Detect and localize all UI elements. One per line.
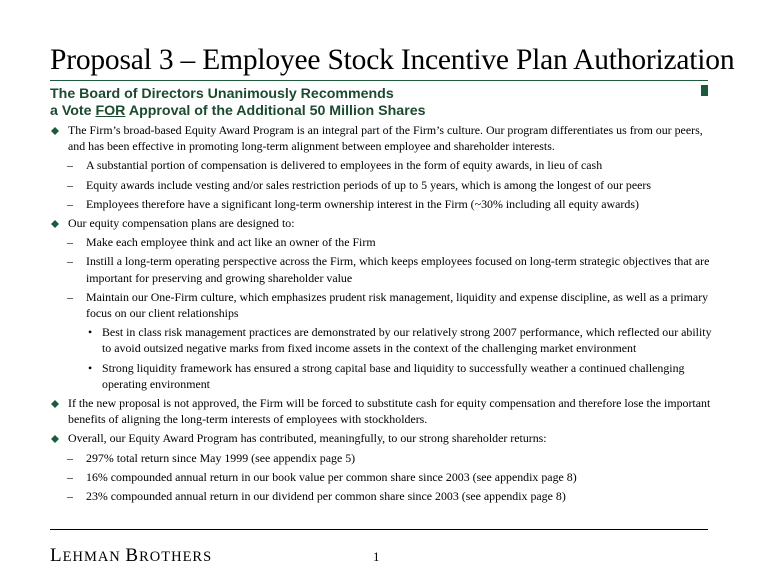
- recommendation-prefix: a Vote: [50, 103, 96, 119]
- corner-accent-block: [701, 85, 708, 96]
- recommendation-suffix: Approval of the Additional 50 Million Shares: [125, 103, 426, 119]
- diamond-icon: [51, 435, 59, 443]
- dash-marker: –: [67, 235, 73, 250]
- page-number: 1: [373, 549, 380, 564]
- bullet-text: 23% compounded annual return in our dividend per common share since 2003 (see appendix page 8): [86, 489, 566, 504]
- bullet-text: 16% compounded annual return in our book value per common share since 2003 (see appendix page 8): [86, 469, 577, 484]
- dash-marker: –: [67, 177, 73, 192]
- footer-divider: [50, 529, 708, 530]
- bullet-item-level2: [50, 469, 720, 485]
- bullet-item-level2: [50, 289, 720, 321]
- bullet-text: Best in class risk management practices are demonstrated by our relatively strong 2007 performance, which reflected our ability to avoid outsized negative marks from fixed income assets in the context of the challenging market environment: [102, 325, 712, 356]
- bullet-text: The Firm’s broad-based Equity Award Program is an integral part of the Firm’s culture. Our program differentiates us from our peers, and has been effective in promoting long-term alignment between employee and shareholder interests.: [68, 123, 703, 154]
- bullet-text: Employees therefore have a significant long-term ownership interest in the Firm (~30% including all equity awards): [86, 196, 639, 211]
- dash-marker: –: [67, 289, 73, 304]
- bullet-item-level1: [50, 122, 720, 154]
- board-recommendation-heading: [50, 86, 426, 120]
- bullet-text: Make each employee think and act like an owner of the Firm: [86, 235, 376, 250]
- bullet-item-level3: [50, 324, 720, 356]
- dash-marker: –: [67, 450, 73, 465]
- lehman-brothers-logo: LEHMAN BROTHERS: [50, 545, 213, 566]
- bullet-list: [50, 122, 720, 507]
- diamond-icon: [51, 220, 59, 228]
- bullet-item-level2: [50, 253, 720, 285]
- bullet-text: If the new proposal is not approved, the Firm will be forced to substitute cash for equity compensation and therefore lose the important benefits of aligning the long-term interests of employees with stockholders.: [68, 396, 711, 427]
- recommendation-line-1: The Board of Directors Unanimously Recommends: [50, 86, 394, 102]
- bullet-text: Maintain our One-Firm culture, which emphasizes prudent risk management, liquidity and expense discipline, as well as a primary focus on our client relationships: [86, 289, 709, 321]
- recommendation-line-2: [50, 103, 426, 120]
- bullet-item-level2: [50, 234, 720, 250]
- slide-title: Proposal 3 – Employee Stock Incentive Plan Authorization: [50, 44, 735, 76]
- dash-marker: –: [67, 196, 73, 211]
- dash-marker: –: [67, 469, 73, 484]
- bullet-item-level3: [50, 360, 720, 392]
- dot-marker: •: [88, 325, 93, 340]
- bullet-item-level2: [50, 157, 720, 173]
- bullet-text: Overall, our Equity Award Program has contributed, meaningfully, to our strong shareholder returns:: [68, 431, 547, 446]
- dash-marker: –: [67, 489, 73, 504]
- bullet-item-level2: [50, 488, 720, 504]
- diamond-icon: [51, 400, 59, 408]
- title-divider: [50, 80, 708, 81]
- bullet-item-level1: [50, 215, 720, 231]
- bullet-text: Instill a long-term operating perspective across the Firm, which keeps employees focused on long-term strategic objectives that are important for preserving and growing shareholder value: [86, 254, 710, 285]
- bullet-text: Our equity compensation plans are designed to:: [68, 216, 295, 231]
- bullet-item-level1: [50, 430, 720, 446]
- bullet-text: Strong liquidity framework has ensured a strong capital base and liquidity to successfully weather a continued challenging operating environment: [102, 360, 685, 391]
- diamond-icon: [51, 127, 59, 135]
- bullet-text: A substantial portion of compensation is delivered to employees in the form of equity awards, in lieu of cash: [86, 158, 603, 173]
- vote-for-emphasis: FOR: [95, 103, 126, 119]
- bullet-text: Equity awards include vesting and/or sales restriction periods of up to 5 years, which is among the longest of our peers: [86, 177, 652, 192]
- bullet-item-level2: [50, 177, 720, 193]
- bullet-item-level2: [50, 450, 720, 466]
- bullet-text: 297% total return since May 1999 (see appendix page 5): [86, 450, 356, 465]
- dash-marker: –: [67, 254, 73, 269]
- bullet-item-level1: [50, 395, 720, 427]
- bullet-item-level2: [50, 196, 720, 212]
- dash-marker: –: [67, 158, 73, 173]
- dot-marker: •: [88, 360, 93, 375]
